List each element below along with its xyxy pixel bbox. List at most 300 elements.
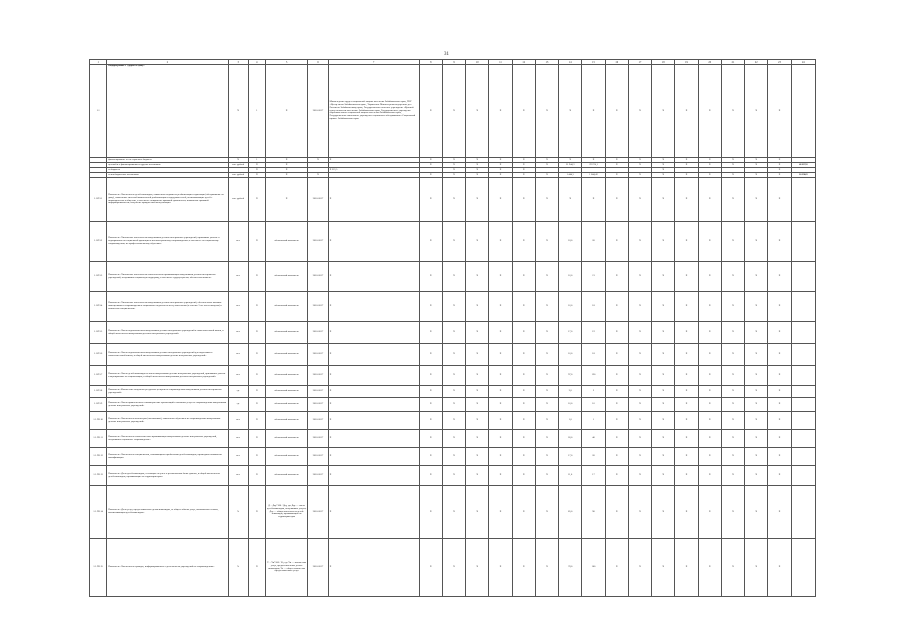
- table-cell: X: [628, 466, 651, 486]
- table-cell: 1 844,42: [582, 173, 605, 178]
- table-cell: X: [745, 412, 768, 430]
- table-cell: 20,0: [559, 430, 582, 448]
- table-cell: X: [535, 430, 558, 448]
- table-cell: X: [535, 366, 558, 386]
- table-cell: X: [628, 158, 651, 163]
- table-cell: 1: [582, 412, 605, 430]
- table-cell: 97,0: [559, 366, 582, 386]
- table-cell: X: [652, 386, 675, 398]
- table-cell: X: [228, 158, 248, 163]
- table-cell: X: [489, 173, 512, 178]
- table-cell: 2016-2017: [308, 178, 328, 222]
- table-cell: X: [535, 322, 558, 344]
- table-cell: X: [489, 322, 512, 344]
- row-description-cell: Показатель «Число привлеченных некоммерческих организаций к оказанию услуг по сопровождению выпускников детских интернатных учреждений»: [107, 398, 228, 412]
- table-cell: X: [721, 386, 744, 398]
- table-cell: X: [605, 222, 628, 262]
- table-cell: абсолютный показатель: [265, 366, 307, 386]
- table-cell: X: [628, 173, 651, 178]
- column-number-cell: 22: [745, 60, 768, 65]
- table-cell: X: [489, 430, 512, 448]
- table-cell: X: [328, 178, 419, 222]
- table-cell: X: [698, 173, 721, 178]
- table-cell: X: [535, 466, 558, 486]
- table-cell: X: [698, 262, 721, 292]
- table-cell: X: [628, 486, 651, 539]
- table-cell: X: [652, 292, 675, 322]
- table-cell: X: [768, 386, 791, 398]
- table-cell: X: [652, 366, 675, 386]
- row-description-cell: из бюджета: [107, 168, 228, 173]
- table-cell: X: [721, 178, 744, 222]
- table-cell: X: [489, 163, 512, 168]
- table-cell: X: [698, 486, 721, 539]
- column-number-cell: 10: [466, 60, 489, 65]
- table-cell: X: [768, 158, 791, 163]
- table-cell: 17,0: [559, 448, 582, 466]
- table-cell: 2016-2017: [308, 486, 328, 539]
- row-description-cell: Подпрограмма 1 «Дорога к дому»: [107, 65, 228, 158]
- row-description-cell: целевой в.т. финансирования из других источников: [107, 163, 228, 168]
- table-cell: X: [419, 163, 442, 168]
- table-cell: X: [605, 173, 628, 178]
- table-cell: X: [489, 158, 512, 163]
- row-code-cell: 1.1.ПЗ.13: [90, 466, 107, 486]
- table-cell: X: [768, 292, 791, 322]
- table-cell: X: [582, 178, 605, 222]
- table-cell: X: [675, 386, 698, 398]
- table-row: [90, 262, 816, 292]
- table-cell: X: [466, 486, 489, 539]
- table-cell: Министерство труда и социальной защиты населения Забайкальского края, ГКУ «Центр опеки Забайкальского края», Управление Министерства внутренних дел России по Забайкальскому краю, Государственное казенное учреждение «Краевой центр занятости населения» Забайкальского края, Государственное учреждение образовательного социальной защиты населения Забайкальского края, Государственное автономное учреждение социального обслуживания «Социальный приют» Забайкальского края: [328, 65, 419, 158]
- table-cell: X: [466, 158, 489, 163]
- table-cell: X: [466, 539, 489, 597]
- table-cell: X: [652, 262, 675, 292]
- column-number-cell: 24: [791, 60, 815, 65]
- table-cell: 2016-2017: [308, 322, 328, 344]
- table-cell: X: [512, 292, 535, 322]
- table-cell: 85,0: [559, 486, 582, 539]
- table-cell: 2016-2017: [308, 539, 328, 597]
- row-code-cell: 1.1.ПЗ.4: [90, 292, 107, 322]
- table-cell: 1,0: [559, 412, 582, 430]
- table-cell: X: [535, 539, 558, 597]
- table-cell: X: [745, 163, 768, 168]
- table-cell: X: [442, 173, 465, 178]
- table-cell: X: [628, 344, 651, 366]
- table-cell: X: [328, 486, 419, 539]
- table-cell: X: [675, 539, 698, 597]
- row-code-cell: 1.1.ПЗ.3: [90, 262, 107, 292]
- table-cell: X: [248, 292, 265, 322]
- table-cell: [791, 539, 815, 597]
- table-cell: X: [489, 486, 512, 539]
- table-cell: X: [768, 163, 791, 168]
- row-code-cell: 1.1.ПЗ.5: [90, 322, 107, 344]
- table-cell: абсолютный показатель: [265, 430, 307, 448]
- table-cell: X: [745, 222, 768, 262]
- table-cell: X: [248, 173, 265, 178]
- table-cell: 40: [582, 430, 605, 448]
- table-cell: 21: [582, 262, 605, 292]
- table-cell: X: [768, 412, 791, 430]
- table-cell: 78,0: [559, 539, 582, 597]
- table-cell: X: [535, 158, 558, 163]
- table-cell: X: [328, 262, 419, 292]
- table-row: [90, 322, 816, 344]
- table-row: [90, 430, 816, 448]
- table-cell: 16,0: [559, 344, 582, 366]
- table-cell: абсолютный показатель: [265, 398, 307, 412]
- row-code-cell: 1.1.ПЗ.2: [90, 222, 107, 262]
- table-cell: X: [675, 178, 698, 222]
- table-cell: X: [248, 178, 265, 222]
- column-number-cell: 13: [535, 60, 558, 65]
- table-cell: X: [466, 168, 489, 173]
- table-cell: X: [768, 168, 791, 173]
- table-cell: X: [442, 448, 465, 466]
- table-cell: X: [512, 486, 535, 539]
- table-cell: X: [535, 173, 558, 178]
- table-cell: X: [698, 158, 721, 163]
- table-cell: 2,0: [559, 386, 582, 398]
- table-cell: X: [512, 163, 535, 168]
- table-cell: X: [721, 412, 744, 430]
- table-cell: X: [489, 65, 512, 158]
- row-code-cell: 1.1.ПЗ.9: [90, 398, 107, 412]
- table-cell: X: [768, 178, 791, 222]
- table-cell: X: [512, 158, 535, 163]
- table-cell: абсолютный показатель: [265, 344, 307, 366]
- table-cell: X: [419, 366, 442, 386]
- table-cell: X: [605, 262, 628, 292]
- table-cell: X: [442, 539, 465, 597]
- row-description-cell: Показатель «Увеличение численности выпускников детских интернатных учреждений, принявших участие в мероприятиях по социальной адаптации и постинтернатному сопровождению; в том числе: по социальному сопровождению; по профессиональному обучению»: [107, 222, 228, 262]
- column-number-cell: 3: [228, 60, 248, 65]
- table-cell: X: [466, 466, 489, 486]
- row-description-cell: Показатель «Численность волонтеров (наставников), охваченных обучением по сопровождению выпускников детских интернатных учреждений»: [107, 412, 228, 430]
- table-cell: 90: [582, 486, 605, 539]
- table-cell: абсолютный показатель: [265, 262, 307, 292]
- table-cell: 18,0: [559, 222, 582, 262]
- table-cell: X: [248, 448, 265, 466]
- table-cell: [791, 292, 815, 322]
- table-cell: X: [605, 486, 628, 539]
- table-cell: X: [605, 398, 628, 412]
- table-cell: X: [489, 412, 512, 430]
- table-cell: X: [745, 366, 768, 386]
- table-cell: X: [442, 386, 465, 398]
- table-cell: X: [419, 466, 442, 486]
- table-cell: X: [419, 262, 442, 292]
- table-cell: X: [721, 539, 744, 597]
- table-cell: чел.: [228, 262, 248, 292]
- table-cell: X: [512, 322, 535, 344]
- table-cell: абсолютный показатель: [265, 412, 307, 430]
- table-cell: [791, 412, 815, 430]
- table-cell: X: [605, 430, 628, 448]
- table-cell: X: [652, 65, 675, 158]
- table-cell: X: [489, 222, 512, 262]
- table-cell: X: [489, 344, 512, 366]
- table-cell: [791, 398, 815, 412]
- table-cell: X: [512, 65, 535, 158]
- table-cell: X: [328, 344, 419, 366]
- table-cell: X: [628, 163, 651, 168]
- table-cell: X: [675, 158, 698, 163]
- table-cell: X: [466, 292, 489, 322]
- table-row: [90, 292, 816, 322]
- table-cell: Д = Дву*100 / Доу, где Дву — число детей-инвалидов, получивших услуги; Доу — общая численность детей-инвалидов, проживающих на территории края: [265, 486, 307, 539]
- table-cell: 2016-2017: [308, 430, 328, 448]
- table-cell: X: [489, 292, 512, 322]
- table-cell: X: [628, 292, 651, 322]
- table-cell: X: [559, 178, 582, 222]
- table-cell: X: [535, 398, 558, 412]
- row-description-cell: Показатель «Доля детей-инвалидов, состоящих на учете в региональном банке данных, в общей численности детей-инвалидов, проживающих на территории края»: [107, 466, 228, 486]
- table-cell: X: [675, 430, 698, 448]
- table-cell: 2016-2017: [308, 366, 328, 386]
- table-cell: X: [442, 344, 465, 366]
- table-cell: X: [559, 158, 582, 163]
- table-cell: X: [466, 386, 489, 398]
- column-number-cell: 14: [559, 60, 582, 65]
- table-cell: X: [328, 398, 419, 412]
- table-cell: X: [675, 366, 698, 386]
- table-cell: X: [419, 178, 442, 222]
- table-cell: X: [442, 158, 465, 163]
- table-cell: X: [265, 178, 307, 222]
- program-indicators-table: [89, 59, 816, 597]
- table-cell: X: [442, 163, 465, 168]
- table-cell: X: [559, 65, 582, 158]
- table-cell: X: [745, 466, 768, 486]
- table-cell: X: [605, 158, 628, 163]
- table-cell: X: [248, 163, 265, 168]
- table-cell: X: [698, 366, 721, 386]
- table-cell: 11,0: [559, 466, 582, 486]
- table-cell: X: [721, 222, 744, 262]
- table-cell: X: [768, 448, 791, 466]
- row-code-cell: 1.1.ПЗ.14: [90, 486, 107, 539]
- table-cell: 16,0: [559, 398, 582, 412]
- table-cell: 2: [582, 386, 605, 398]
- table-row: [90, 178, 816, 222]
- table-cell: X: [768, 466, 791, 486]
- table-cell: чел.: [228, 430, 248, 448]
- table-cell: 29 274,1: [582, 163, 605, 168]
- table-cell: X: [745, 262, 768, 292]
- table-cell: X: [605, 292, 628, 322]
- table-cell: X: [489, 466, 512, 486]
- table-cell: X: [698, 178, 721, 222]
- table-cell: X: [721, 448, 744, 466]
- table-cell: X: [489, 366, 512, 386]
- table-cell: X: [265, 168, 307, 173]
- table-cell: X: [605, 322, 628, 344]
- table-row: [90, 412, 816, 430]
- column-number-cell: 1: [90, 60, 107, 65]
- table-cell: абсолютный показатель: [265, 448, 307, 466]
- table-cell: X: [768, 486, 791, 539]
- table-cell: X: [745, 539, 768, 597]
- column-number-cell: 5: [265, 60, 307, 65]
- table-cell: X: [605, 412, 628, 430]
- table-cell: X: [442, 412, 465, 430]
- table-cell: X: [721, 466, 744, 486]
- table-cell: X: [698, 466, 721, 486]
- column-number-cell: 21: [721, 60, 744, 65]
- table-cell: X: [652, 168, 675, 173]
- table-cell: 16,0: [559, 262, 582, 292]
- table-row: [90, 486, 816, 539]
- table-cell: 46 837,8: [791, 163, 815, 168]
- table-cell: X: [605, 366, 628, 386]
- table-cell: 16: [582, 398, 605, 412]
- table-cell: X: [512, 168, 535, 173]
- table-cell: X: [675, 412, 698, 430]
- table-cell: X: [745, 486, 768, 539]
- table-cell: X: [698, 322, 721, 344]
- table-cell: X: [419, 430, 442, 448]
- table-cell: абсолютный показатель: [265, 222, 307, 262]
- column-number-cell: 9: [442, 60, 465, 65]
- table-row: [90, 386, 816, 398]
- table-cell: X: [512, 430, 535, 448]
- table-cell: X: [675, 322, 698, 344]
- table-cell: X: [652, 173, 675, 178]
- table-cell: X: [489, 398, 512, 412]
- table-cell: X: [652, 486, 675, 539]
- table-cell: X: [745, 158, 768, 163]
- table-cell: X: [768, 539, 791, 597]
- table-cell: X: [721, 430, 744, 448]
- table-cell: абсолютный показатель: [265, 322, 307, 344]
- table-cell: X: [419, 65, 442, 158]
- table-cell: X: [605, 65, 628, 158]
- table-cell: X: [442, 466, 465, 486]
- table-cell: [791, 366, 815, 386]
- table-cell: X: [265, 158, 307, 163]
- table-cell: X: [466, 412, 489, 430]
- table-cell: X: [248, 466, 265, 486]
- table-cell: X: [419, 322, 442, 344]
- column-number-cell: 17: [628, 60, 651, 65]
- table-cell: чел.: [228, 222, 248, 262]
- row-code-cell: 1.1.ПЗ.11: [90, 430, 107, 448]
- table-cell: X: [628, 448, 651, 466]
- table-cell: X: [721, 398, 744, 412]
- table-cell: X: [721, 163, 744, 168]
- table-row: [90, 448, 816, 466]
- table-cell: 2016-2017: [308, 412, 328, 430]
- table-cell: X: [768, 430, 791, 448]
- table-cell: чел.: [228, 344, 248, 366]
- table-cell: X: [442, 292, 465, 322]
- table-cell: X: [721, 344, 744, 366]
- table-cell: X: [512, 173, 535, 178]
- row-code-cell: 1.1.ПЗ.6: [90, 344, 107, 366]
- table-cell: X: [698, 163, 721, 168]
- table-cell: X: [466, 222, 489, 262]
- table-cell: X: [698, 386, 721, 398]
- table-cell: X: [628, 386, 651, 398]
- table-cell: X: [535, 292, 558, 322]
- row-description-cell: Показатель «Увеличение численности самостоятельно проживающих выпускников детских интернатных учреждений, получивших социальную поддержку, в том числе: трудоустроены; обеспечены жильем»: [107, 262, 228, 292]
- row-description-cell: финансирование за счет краевого бюджета: [107, 158, 228, 163]
- row-description-cell: Показатель «Число подготовленных выпускников детских интернатных учреждений для подготовки к самостоятельной жизни, в общей численности выпускников детских интернатных учреждений»: [107, 344, 228, 366]
- table-cell: X: [512, 344, 535, 366]
- table-cell: X: [248, 386, 265, 398]
- table-cell: абсолютный показатель: [265, 386, 307, 398]
- table-cell: X: [466, 163, 489, 168]
- table-cell: тыс. рублей: [228, 173, 248, 178]
- table-row: [90, 65, 816, 158]
- table-cell: X: [628, 222, 651, 262]
- table-cell: X: [442, 366, 465, 386]
- table-cell: 17,0: [559, 322, 582, 344]
- table-cell: X: [248, 430, 265, 448]
- table-cell: X: [698, 222, 721, 262]
- table-cell: X: [248, 366, 265, 386]
- table-cell: X: [419, 222, 442, 262]
- table-cell: X: [466, 344, 489, 366]
- table-cell: X: [652, 163, 675, 168]
- table-cell: X: [535, 448, 558, 466]
- table-cell: X: [745, 65, 768, 158]
- table-cell: X: [328, 412, 419, 430]
- table-cell: X: [248, 412, 265, 430]
- table-cell: 2016-2017: [308, 344, 328, 366]
- table-cell: X: [605, 163, 628, 168]
- table-cell: X: [628, 178, 651, 222]
- table-cell: X: [652, 430, 675, 448]
- column-number-cell: 16: [605, 60, 628, 65]
- table-cell: X: [721, 486, 744, 539]
- table-cell: [791, 344, 815, 366]
- table-cell: X: [512, 262, 535, 292]
- table-cell: X: [265, 163, 307, 168]
- column-number-cell: 20: [698, 60, 721, 65]
- table-cell: X: [652, 178, 675, 222]
- row-description-cell: Показатель «Количество созданных ресурсных центров по сопровождению выпускников детских интернатных учреждений»: [107, 386, 228, 398]
- table-cell: X: [512, 539, 535, 597]
- table-cell: X: [419, 386, 442, 398]
- table-cell: X: [248, 262, 265, 292]
- column-number-cell: 12: [512, 60, 535, 65]
- table-cell: X: [512, 448, 535, 466]
- table-cell: X: [652, 466, 675, 486]
- table-row: [90, 539, 816, 597]
- table-cell: X: [675, 344, 698, 366]
- table-cell: X: [605, 386, 628, 398]
- table-cell: X: [675, 222, 698, 262]
- table-cell: X: [419, 344, 442, 366]
- table-cell: X: [768, 322, 791, 344]
- table-cell: X: [721, 158, 744, 163]
- table-cell: X: [628, 262, 651, 292]
- table-cell: X: [328, 448, 419, 466]
- table-cell: X: [745, 178, 768, 222]
- table-cell: X: [675, 398, 698, 412]
- table-cell: X: [535, 344, 558, 366]
- table-row: [90, 344, 816, 366]
- table-cell: чел.: [228, 448, 248, 466]
- table-cell: 2016-2017: [308, 386, 328, 398]
- table-cell: X: [628, 65, 651, 158]
- table-cell: X: [489, 168, 512, 173]
- table-cell: X: [652, 398, 675, 412]
